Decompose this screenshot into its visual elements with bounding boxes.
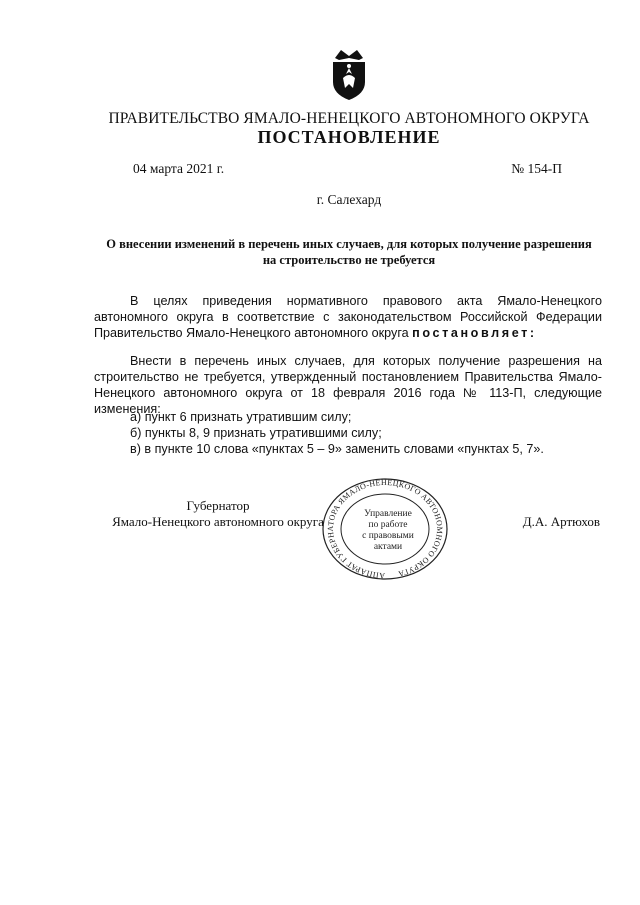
- document-type: ПОСТАНОВЛЕНИЕ: [257, 127, 441, 147]
- list-item: в) в пункте 10 слова «пунктах 5 – 9» заменить словами «пунктах 5, 7».: [130, 442, 544, 456]
- list-item: б) пункты 8, 9 признать утратившими силу;: [130, 426, 382, 440]
- document-number: № 154-П: [511, 161, 562, 176]
- signatory-name: Д.А. Артюхов: [522, 514, 600, 529]
- stamp-ring-text: АППАРАТ ГУБЕРНАТОРА ЯМАЛО-НЕНЕЦКОГО АВТОНОМНОГО ОКРУГА: [326, 478, 445, 581]
- signatory-title: [94, 498, 342, 530]
- stamp-line-4: актами: [373, 542, 403, 552]
- stamp-line-1: Управление: [364, 509, 412, 519]
- document-date: 04 марта 2021 г.: [133, 161, 225, 176]
- resolution-verb: постановляет:: [412, 326, 537, 340]
- coat-of-arms-icon: [327, 44, 371, 102]
- official-stamp: [320, 478, 450, 584]
- operative-paragraph: Внести в перечень иных случаев, для которых получение разрешения на строительство не требуется, утвержденный постановлением Правительства Ямало-Ненецкого автономного округа от 18 февраля 2016 года № 113-П, следующие изменения:: [94, 354, 602, 416]
- stamp-line-3: с правовыми: [362, 531, 414, 541]
- stamp-line-2: по работе: [368, 520, 408, 530]
- government-title: ПРАВИТЕЛЬСТВО ЯМАЛО-НЕНЕЦКОГО АВТОНОМНОГО ОКРУГА: [108, 110, 590, 127]
- document-subject: О внесении изменений в перечень иных случаев, для которых получение разрешения на строительство не требуется: [106, 237, 592, 267]
- signatory-title-line-2: Ямало-Ненецкого автономного округа: [112, 514, 324, 529]
- changes-list: [130, 409, 610, 457]
- list-item: а) пункт 6 признать утратившим силу;: [130, 410, 352, 424]
- signatory-title-line-1: Губернатор: [186, 498, 250, 513]
- preamble-text: В целях приведения нормативного правового акта Ямало-Ненецкого автономного округа в соответствие с законодательством Российской Федерации Правительство Ямало-Ненецкого автономного округа: [94, 294, 602, 340]
- document-city: г. Салехард: [316, 192, 382, 207]
- preamble-paragraph: [94, 293, 602, 341]
